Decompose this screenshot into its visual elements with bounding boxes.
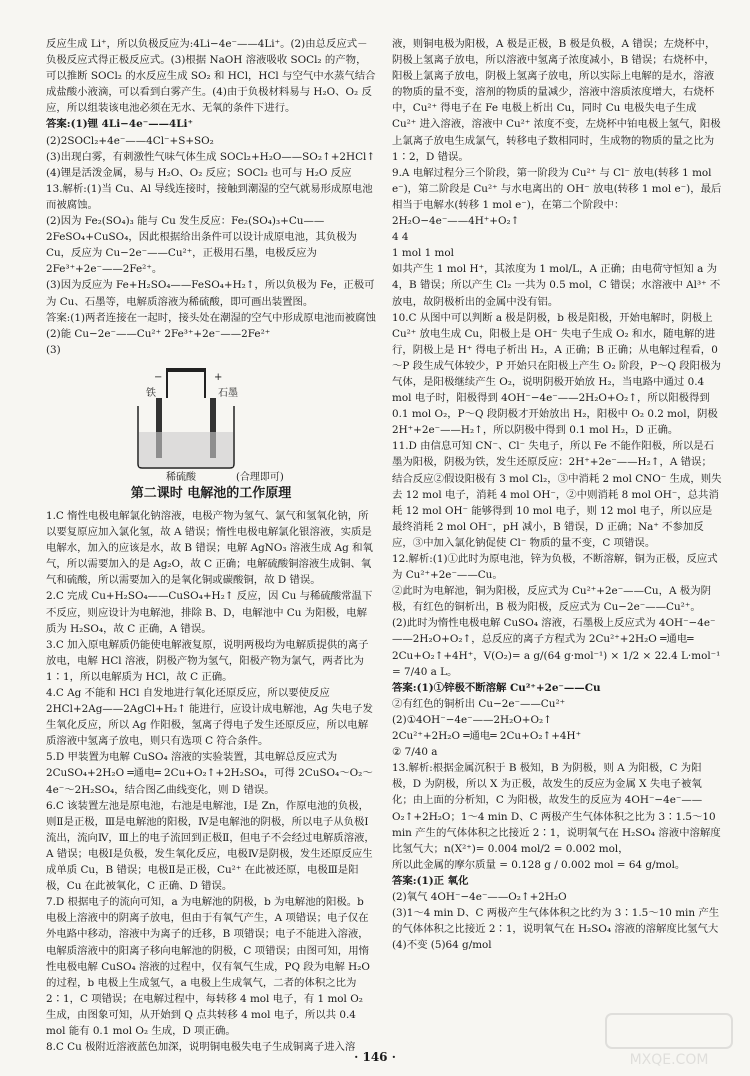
paragraph: 7.D 根据电子的流向可知，a 为电解池的阴极，b 为电解池的阳极。b 电极上溶液中的阴离子放电，但由于有氧气产生，A 项错误；电子仅在外电路中移动，溶液中为离子的迁移，B 项错误；电子不能进入溶液，电解质溶液中的阳离子移向电解池的阴极，C 项错误；由图可知，用惰性电极电解 CuSO₄ 溶液的过程中，仅有氧气生成，PQ 段为电解 H₂O 的过程，b 电极上生成氢气，a 电极上生成氧气，二者的体积之比为 2∶1，C 项错误；在电解过程中，每转移 4 mol 电子，有 1 mol O₂ 生成，由图象可知，从开始到 Q 点共转移 4 mol 电子，所以共 0.4 mol 能有 0.1 mol O₂ 生成，D 项正确。 [46,896,370,1037]
solution [139,432,233,467]
wire [166,368,168,398]
paragraph: 11.D 由信息可知 CN⁻、Cl⁻ 失电子，所以 Fe 不能作阳极，所以是石墨为阳极，阴极为铁，发生还原反应：2H⁺+2e⁻——H₂↑，A 错误；结合反应②假设阳极有 3 mol Cl₂，③中消耗 2 mol CNO⁻ 生成，则失去 12 mol 电子，消耗 4 mol OH⁻，②中则消耗 8 mol OH⁻，总共消耗 12 mol OH⁻ 能够得到 10 mol 电子，则 12 mol 电子，所以应是最终消耗 2 mol OH⁻，pH 减小，B 错误，D 正确；Na⁺ 不参加反应，③中加入氯化钠促使 Cl⁻ 物质的量不变，C 项错误。 [392,440,722,549]
graphite-label: 石墨 [218,387,238,399]
paragraph: 2.C 完成 Cu+H₂SO₄——CuSO₄+H₂↑ 反应，因 Cu 与稀硫酸常温下不反应，则应设计为电解池，排除 B、D，电解池中 Cu 为阳极，电解质为 H₂SO₄，故 C 正确，A 错误。 [46,590,373,635]
paragraph: 液，则铜电极为阳极，A 极是正极，B 极是负极，A 错误；左烧杯中，阴极上氢离子放电，所以溶液中氢离子浓度减小，B 错误；右烧杯中，阳极上氯离子放电，阴极上氢离子放电，所以实际上电解的是水，溶液的物质的量不变，溶剂的物质的量减少，溶液中溶质浓度增大，右烧杯中，Cu²⁺ 得电子在 Fe 电极上析出 Cu，同时 Cu 电极失电子生成 Cu²⁺ 进入溶液，溶液中 Cu²⁺ 浓度不变，左烧杯中铂电极上氢气，阳极上氯离子放电生成氯气，转移电子数相同时，生成物的物质的量之比为 1∶2，D 错误。 [392,38,721,163]
answer-line: (4)不变 (5)64 g/mol [392,939,492,952]
cell-figure-svg [46,362,376,482]
answer-line: (2)氧气 4OH⁻−4e⁻——O₂↑+2H₂O [392,890,567,903]
electrolysis-cell-diagram [46,362,376,482]
answer-line: ②有红色的铜析出 Cu−2e⁻——Cu²⁺ [392,697,566,710]
equation-line: 2H₂O−4e⁻——4H⁺+O₂↑ [392,215,520,228]
answer-line: ② 7/40 a [392,746,438,759]
svg-text:MXQE.COM: MXQE.COM [629,1052,709,1068]
paragraph: (2)因为 Fe₂(SO₄)₃ 能与 Cu 发生反应：Fe₂(SO₄)₃+Cu——2FeSO₄+CuSO₄，因此根据给出条件可以设计成原电池，其负极为 Cu，反应为 Cu−2e⁻——Cu²⁺，正极用石墨，电极反应为 2Fe³⁺+2e⁻——2Fe²⁺。 [46,215,357,276]
fe-label: 铁 [146,387,156,399]
watermark-logo [604,1010,734,1070]
answer-line: (3)1～4 min D、C 两极产生气体体积之比约为 3∶1.5～10 min 产生的气体体积之比接近 2∶1，说明氧气在 H₂SO₄ 溶液的溶解度比氢气大 [392,907,720,936]
answer-line: (2)①4OH⁻−4e⁻——2H₂O+O₂↑ [392,713,552,726]
note-label: (合理即可) [236,471,284,483]
paragraph: (3)出现白雾，有刺激性气味气体生成 SOCl₂+H₂O——SO₂↑+2HCl↑ (4)锂是活泼金属，易与 H₂O、O₂ 反应；SOCl₂ 也可与 H₂O 反应 [46,150,376,179]
paragraph: 5.D 甲装置为电解 CuSO₄ 溶液的实验装置，其电解总反应式为 2CuSO₄+2H₂O ═通电═ 2Cu+O₂↑+2H₂SO₄，可得 2CuSO₄～O₂～4e⁻～2H₂SO₄，结合图乙曲线变化，则 D 错误。 [46,751,373,796]
paragraph: 反应生成 Li⁺，所以负极反应为:4Li−4e⁻——4Li⁺。(2)由总反应式－负极反应式得正极反应式。(3)根据 NaOH 溶液吸收 SOCl₂ 的产物，可以推断 SOCl₂ 的水反应生成 SO₂ 和 HCl，HCl 与空气中水蒸气结合成盐酸小液滴，可以看到白雾产生。(4)由于负极材料易与 H₂O、O₂ 反应，所以组装该电池必须在无水、无氧的条件下进行。 [46,38,376,115]
paragraph: ②此时为电解池，铜为阳极，反应式为 Cu²⁺+2e⁻——Cu，A 极为阴极，有红色的铜析出，B 极为阳极，反应式为 Cu−2e⁻——Cu²⁺。 [392,585,711,614]
left-column [46,36,376,1055]
equation-line: 1 mol 1 mol [392,247,454,260]
paragraph: (3) [46,343,61,356]
answer-line: 2Cu²⁺+2H₂O ═通电═ 2Cu+O₂↑+4H⁺ [392,730,582,743]
paragraph: 所以此金属的摩尔质量 = 0.128 g / 0.002 mol = 64 g/mol。 [392,858,686,871]
paragraph: 8.C Cu 极附近溶液蓝色加深，说明铜电极失电子生成铜离子进入溶 [46,1041,356,1054]
answer-line: 答案:(1)两者连接在一起时，接头处在潮湿的空气中形成原电池而被腐蚀 (2)能 Cu−2e⁻——Cu²⁺ 2Fe³⁺+2e⁻——2Fe²⁺ [46,311,376,340]
wire [166,368,206,372]
paragraph: (3)因为反应为 Fe+H₂SO₄——FeSO₄+H₂↑，所以负极为 Fe，正极可为 Cu、石墨等，电解质溶液为稀硫酸，即可画出装置图。 [46,279,375,308]
paragraph: (2)此时为惰性电极电解 CuSO₄ 溶液，石墨极上反应式为 4OH⁻−4e⁻——2H₂O+O₂↑，总反应的离子方程式为 2Cu²⁺+2H₂O ═通电═ 2Cu+O₂↑+4H⁺，V(O₂)= a g/(64 g·mol⁻¹) × 1/2 × 22.4 L·mol⁻¹ = 7/40 a L。 [392,617,721,678]
acid-label: 稀硫酸 [166,471,196,483]
right-column [392,36,722,953]
plus-sign: + [214,371,223,383]
paragraph: 13.解析:根据金属沉积于 B 极知，B 为阴极，则 A 为阳极，C 为阳极，D 为阴极，所以 X 为正极，故发生的反应为金属 X 失电子被氧化；由上面的分析知，C 为阳极，故发生的反应为 4OH⁻−4e⁻——O₂↑+2H₂O；1～4 min D、C 两极产生气体体积之比为 3∶1.5～10 min 产生的气体体积之比接近 2∶1，说明氧气在 H₂SO₄ 溶液中溶解度比氢气大；n(X²⁺)= 0.004 mol/2 = 0.002 mol， [392,762,721,855]
paragraph: 9.A 电解过程分三个阶段，第一阶段为 Cu²⁺ 与 Cl⁻ 放电(转移 1 mol e⁻)，第二阶段是 Cu²⁺ 与水电离出的 OH⁻ 放电(转移 1 mol e⁻)，最后相当于电解水(转移 1 mol e⁻)，在第二个阶段中： [392,166,722,211]
paragraph: 13.解析:(1)当 Cu、Al 导线连接时，接触到潮湿的空气就易形成原电池而被腐蚀。 [46,182,373,211]
answer-line: 答案:(1)锂 4Li−4e⁻——4Li⁺ [46,118,193,131]
paragraph: 4.C Ag 不能和 HCl 自发地进行氧化还原反应，所以要使反应 2HCl+2Ag——2AgCl+H₂↑ 能进行，应设计成电解池，Ag 失电子发生氧化反应，所以 Ag 作阳极，氢离子得电子发生还原反应，所以电解质溶液中氢离子放电，则只有选项 C 符合条件。 [46,687,373,748]
section-title: 第二课时 电解池的工作原理 [130,485,292,501]
answer-line: 答案:(1)正 氧化 [392,874,469,887]
paragraph: 3.C 加入原电解质仍能使电解液复原，说明两极均为电解质提供的离子放电，电解 HCl 溶液，阴极产物为氢气，阳极产物为氯气，两者比为 1∶1，所以电解质为 HCl，故 C 正确。 [46,638,369,683]
equation-line: 4 4 [392,231,409,244]
equation-line: (2)2SOCl₂+4e⁻——4Cl⁻+S+SO₂ [46,134,214,147]
minus-sign: − [154,371,163,383]
paragraph: 如共产生 1 mol H⁺，其浓度为 1 mol/L，A 正确；由电荷守恒知 a 为 4，B 错误；所以产生 Cl₂ 一共为 0.5 mol，C 错误；水溶液中 Al³⁺ 不放电，故阴极析出的金属中没有铝。 [392,263,721,308]
paragraph: 10.C 从图中可以判断 a 极是阴极，b 极是阳极，开始电解时，阴极上 Cu²⁺ 放电生成 Cu，阳极上是 OH⁻ 失电子生成 O₂ 和水，随电解的进行，阴极上是 H⁺ 得电子析出 H₂，A 正确；B 正确；从电解过程看，0～P 段生成气体较少，P 开始只在阳极上产生 O₂ 阶段，P～Q 段阳极为气体，是阳极继续产生 O₂，说明阴极开始放 H₂，当电路中通过 0.4 mol 电子时，阳极得到 4OH⁻−4e⁻——2H₂O+O₂↑，所以阳极得到 0.1 mol O₂，P～Q 段阴极才开始放出 H₂，阳极中 O₂ 0.2 mol，阴极 2H⁺+2e⁻——H₂↑，所以阴极中得到 0.1 mol H₂，D 正确。 [392,311,721,437]
paragraph: 12.解析:(1)①此时为原电池，锌为负极，不断溶解，铜为正极，反应式为 Cu²⁺+2e⁻——Cu。 [392,553,718,582]
page-number: · 146 · [354,1050,396,1064]
answer-line: 答案:(1)①锌极不断溶解 Cu²⁺+2e⁻——Cu [392,681,601,694]
wire [204,368,206,398]
paragraph: 6.C 该装置左池是原电池，右池是电解池，Ⅰ是 Zn，作原电池的负极，则Ⅱ是正极，Ⅲ是电解池的阳极，Ⅳ是电解池的阴极，所以电子从负极Ⅰ流出，流向Ⅳ，Ⅲ上的电子流回到正极Ⅱ，但电子不会经过电解质溶液，A 错误；电极Ⅰ是负极，发生氧化反应，电极Ⅳ是阴极，发生还原反应生成单质 Cu，B 错误；电极Ⅱ是正极，Cu²⁺ 在此被还原，电极Ⅲ是阳极，Cu 在此被氧化，C 正确、D 错误。 [46,799,375,893]
paragraph: 1.C 惰性电极电解氯化钠溶液，电极产物为氢气、氯气和氢氧化钠，所以要复原应加入氯化氢，故 A 错误；惰性电极电解氯化银溶液，实质是电解水，加入的应该是水，故 B 错误；电解 AgNO₃ 溶液生成 Ag 和氧气，所以需要加入的是 Ag₂O，故 C 正确；电解硫酸铜溶液生成铜、氧气和硫酸，所以需要加入的是氧化铜或碳酸铜，故 D 错误。 [46,509,373,587]
